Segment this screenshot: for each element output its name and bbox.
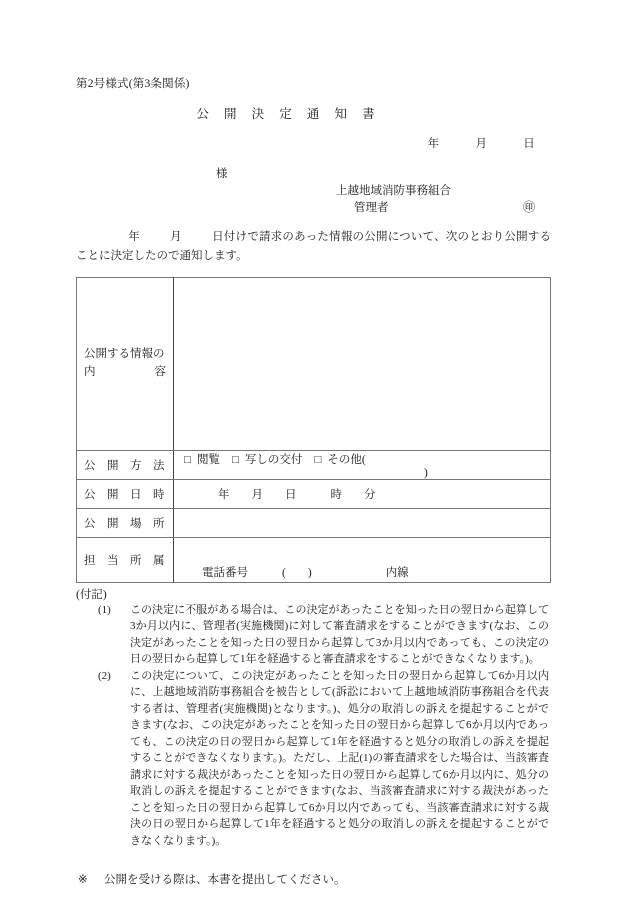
- extension-label: 内線: [385, 566, 409, 579]
- seal-icon: ㊞: [522, 200, 535, 215]
- disclosure-decision-table: [76, 277, 551, 583]
- addressee-honorific: 様: [216, 168, 228, 181]
- row-label-information-content-line2-left: 内: [84, 365, 96, 378]
- issuer-organization: 上越地域消防事務組合: [336, 185, 451, 198]
- table-row-disclosure-datetime: [77, 479, 551, 508]
- option-other-close-paren: ): [424, 466, 428, 479]
- note-item-2: [76, 668, 551, 850]
- checkbox-other[interactable]: □: [314, 453, 322, 466]
- disclosure-day-label: 日: [285, 488, 297, 501]
- option-label-copy-delivery: 写しの交付: [244, 453, 303, 466]
- table-row-disclosure-method: [77, 450, 551, 479]
- document-title: 公 開 決 定 通 知 書: [196, 107, 381, 122]
- row-value-disclosure-method: [174, 450, 551, 479]
- row-label-information-content-line2-right: 容: [154, 365, 166, 378]
- issuer-block: [76, 183, 551, 216]
- phone-open-paren: (: [282, 566, 286, 579]
- disclosure-year-label: 年: [218, 488, 230, 501]
- intro-month-label: 月: [169, 231, 182, 244]
- row-label-responsible-section: [77, 537, 174, 582]
- row-label-disclosure-place: [77, 508, 174, 537]
- intro-paragraph: [76, 228, 551, 265]
- disclosure-place-value: [174, 517, 184, 529]
- form-number: 第2号様式(第3条関係): [76, 78, 190, 90]
- information-content-value: [174, 358, 184, 370]
- row-label-responsible-section-text: 担 当 所 属: [84, 554, 165, 567]
- note-text-2: この決定について、この決定があったことを知った日の翌日から起算して6か月以内に、上越地域消防事務組合を被告として(訴訟において上越地域消防事務組合を代表する者は、管理者(実施機関)となります。)、処分の取消しの訴えを提起することができます(なお、この決定があったことを知った日の翌日から起算して6か月以内であっても、この決定の日の翌日から起算して1年を経過すると処分の取消しの訴えを提起することができなくなります。)。ただし、上記(1)の審査請求をした場合は、当該審査請求に対する裁決があったことを知った日の翌日から起算して6か月以内に、処分の取消しの訴えを提起することができます(なお、当該審査請求に対する裁決があったことを知った日の翌日から起算して6か月以内であっても、当該審査請求に対する裁決の日の翌日から起算して1年を経過すると処分の取消しの訴えを提起することができなくなります。)。: [130, 669, 549, 847]
- row-label-disclosure-method: [77, 450, 174, 479]
- option-label-inspection: 閲覧: [196, 453, 220, 466]
- row-value-disclosure-place[interactable]: [174, 508, 551, 537]
- disclosure-hour-label: 時: [330, 488, 342, 501]
- row-label-disclosure-place-text: 公 開 場 所: [84, 517, 165, 530]
- row-value-information-content[interactable]: [174, 277, 551, 450]
- table-row-responsible-section: [77, 537, 551, 582]
- note-marker-1: (1): [98, 603, 111, 616]
- table-row-disclosure-place: [77, 508, 551, 537]
- note-text-1: この決定に不服がある場合は、この決定があったことを知った日の翌日から起算して3か月以内に、管理者(実施機関)に対して審査請求をすることができます(なお、この決定があったことを知った日の翌日から起算して3か月以内であっても、この決定の日の翌日から起算して1年を経過すると審査請求をすることができなくなります。)。: [130, 603, 549, 666]
- note-item-1: [76, 602, 551, 668]
- issue-date-day-label: 日: [523, 138, 535, 151]
- intro-text: 日付けで請求のあった情報の公開について、次のとおり公開することに決定したので通知します。: [76, 231, 552, 263]
- issue-date-line: [76, 135, 551, 151]
- phone-close-paren: ): [307, 566, 312, 579]
- disclosure-month-label: 月: [251, 488, 263, 501]
- footnote: [76, 871, 551, 887]
- issue-date-month-label: 月: [475, 138, 488, 151]
- intro-year-label: 年: [128, 231, 140, 244]
- footnote-text: 公開を受ける際は、本書を提出してください。: [104, 874, 346, 887]
- table-row-information-content: [77, 277, 551, 450]
- row-label-disclosure-datetime-text: 公 開 日 時: [84, 488, 165, 501]
- notes-heading: (付記): [76, 588, 107, 601]
- checkbox-copy-delivery[interactable]: □: [231, 453, 239, 466]
- row-label-disclosure-method-text: 公 開 方 法: [84, 459, 165, 472]
- option-label-other: その他(: [327, 453, 366, 466]
- note-marker-2: (2): [98, 669, 111, 682]
- row-value-disclosure-datetime[interactable]: [174, 479, 551, 508]
- row-label-information-content: [77, 277, 174, 450]
- checkbox-inspection[interactable]: □: [184, 453, 191, 466]
- row-label-disclosure-datetime: [77, 479, 174, 508]
- footnote-mark: ※: [78, 874, 88, 887]
- issue-date-year-label: 年: [427, 138, 440, 151]
- disclosure-minute-label: 分: [364, 488, 376, 501]
- phone-number-label: 電話番号: [202, 566, 248, 579]
- row-value-responsible-section[interactable]: [174, 537, 551, 582]
- issuer-role: 管理者: [354, 201, 389, 214]
- row-label-information-content-line1: 公開する情報の: [84, 348, 165, 361]
